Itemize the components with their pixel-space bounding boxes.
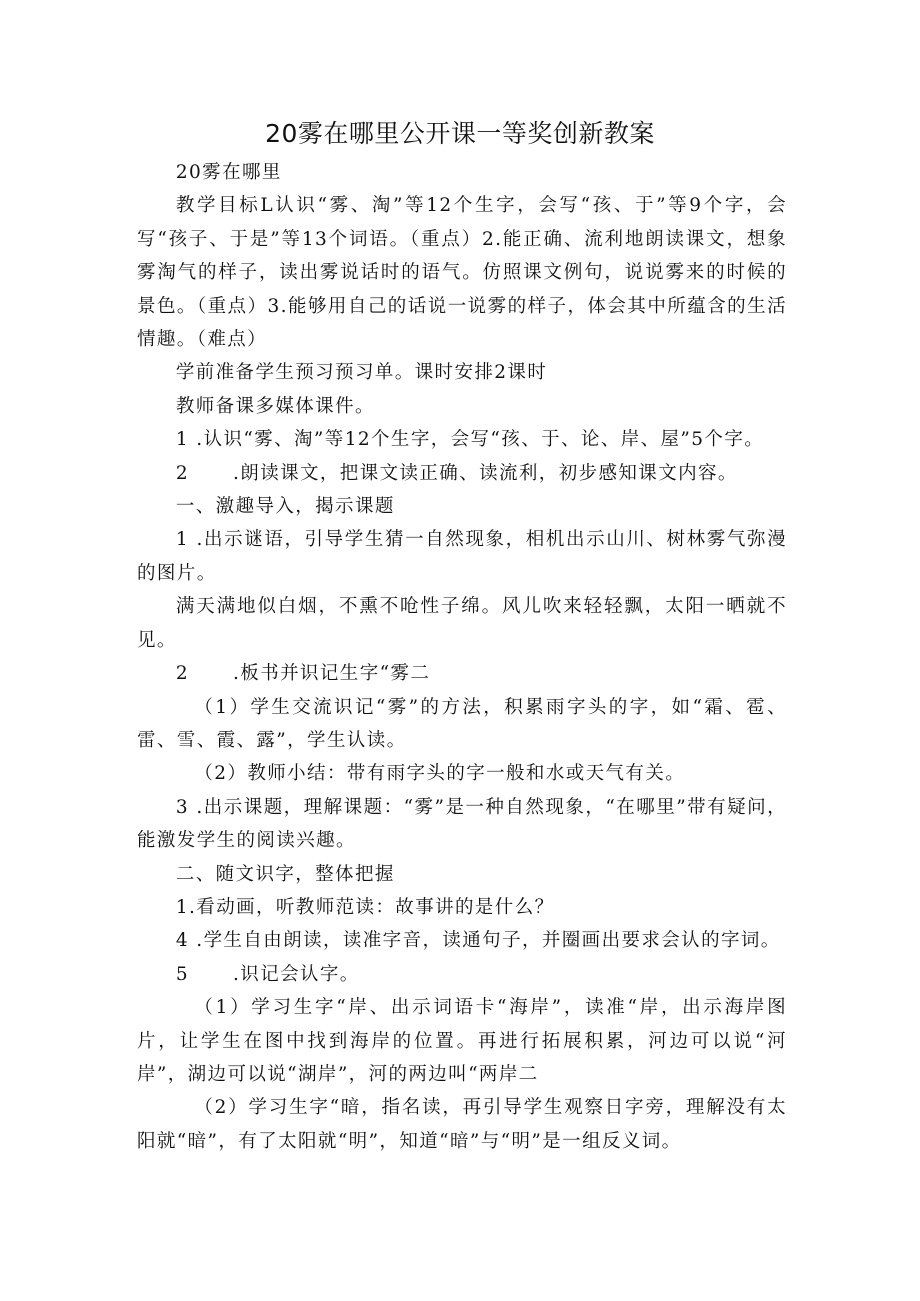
step-1-riddle: 1 .出示谜语，引导学生猜一自然现象，相机出示山川、树林雾气弥漫的图片。	[137, 529, 787, 584]
substep-2-summary: （2）教师小结：带有雨字头的字一般和水或天气有关。	[194, 763, 686, 785]
preparation-line: 学前准备学生预习预习单。课时安排2课时	[175, 362, 548, 384]
lesson-heading: 20雾在哪里	[175, 162, 282, 183]
goal-item-2	[137, 457, 787, 490]
goal-item-2-number: 2	[175, 462, 190, 484]
section-heading-2: 二、随文识字，整体把握	[175, 863, 395, 885]
substep-2-dark: （2）学习生字“暗，指名读，再引导学生观察日字旁，理解没有太阳就“暗”，有了太阳就“明”，知道“暗”与“明”是一组反义词。	[137, 1097, 787, 1152]
step-4-reading: 4 .学生自由朗读，读准字音，读通句子，并圈画出要求会认的字词。	[175, 930, 781, 952]
step-2-number: 2	[175, 663, 190, 685]
step-animation: 1.看动画，听教师范读：故事讲的是什么？	[175, 896, 555, 918]
teaching-objectives: 教学目标L认识“雾、淘”等12个生字，会写“孩、于”等9个字，会写“孩子、于是”等13个词语。（重点）2.能正确、流利地朗读课文，想象雾淘气的样子，读出雾说话时的语气。仿照课文例句，说说雾来的时候的景色。（重点）3.能够用自己的话说一说雾的样子，体会其中所蕴含的生活情趣。（难点）	[137, 195, 787, 351]
substep-1-radical: （1）学生交流识记“雾”的方法，积累雨字头的字，如“霜、雹、雷、雪、霞、露”，学生认读。	[137, 696, 787, 751]
goal-item-2-text: .朗读课文，把课文读正确、读流利，初步感知课文内容。	[233, 462, 738, 484]
step-5-text: .识记会认字。	[233, 963, 360, 985]
step-3-title: 3 .出示课题，理解课题：“雾”是一种自然现象，“在哪里”带有疑问，能激发学生的阅读兴趣。	[137, 796, 787, 852]
step-2-text: .板书并识记生字“雾二	[233, 663, 431, 685]
teacher-preparation: 教师备课多媒体课件。	[175, 395, 375, 417]
section-heading-1: 一、激趣导入，揭示课题	[175, 496, 395, 518]
riddle-text: 满天满地似白烟，不熏不呛性子绵。风儿吹来轻轻飘，太阳一晒就不见。	[137, 596, 787, 651]
document-title: 20雾在哪里公开课一等奖创新教案	[265, 119, 655, 148]
substep-1-shore: （1）学习生字“岸、出示词语卡“海岸”，读准“岸，出示海岸图片，让学生在图中找到海岸的位置。再进行拓展积累，河边可以说“河岸”，湖边可以说“湖岸”，河的两边叫“两岸二	[137, 997, 787, 1085]
step-5-recognize	[137, 958, 787, 991]
step-2-character	[137, 657, 787, 690]
document-body	[137, 156, 787, 1158]
step-5-number: 5	[175, 963, 190, 985]
goal-item-1: 1 .认识“雾、淘”等12个生字，会写“孩、于、论、岸、屋”5个字。	[175, 429, 765, 451]
